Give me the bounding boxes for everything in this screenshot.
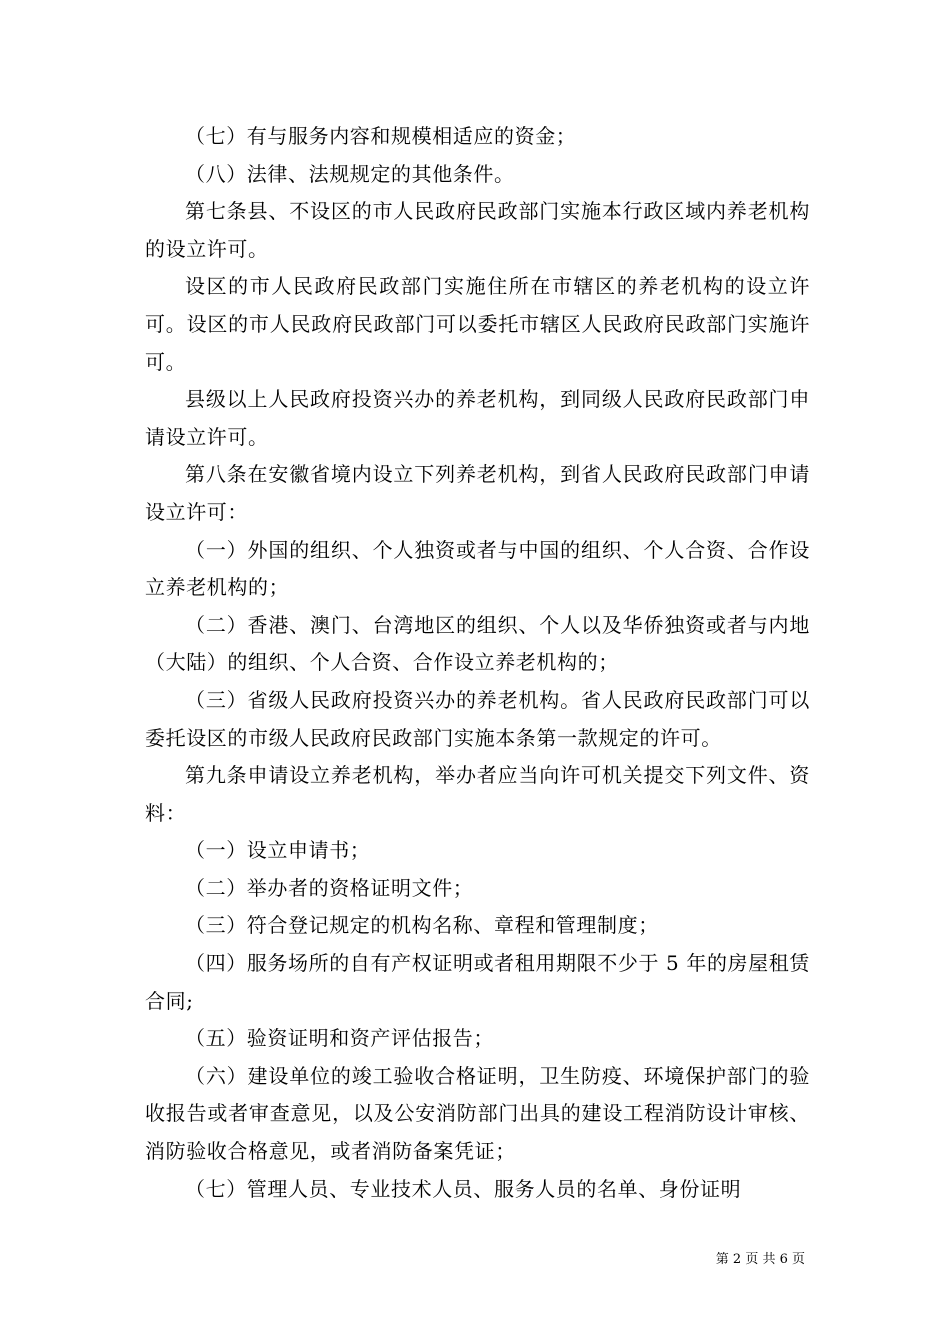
paragraph-1: （七）有与服务内容和规模相适应的资金； [185,124,577,148]
paragraph-8: （二）香港、澳门、台湾地区的组织、个人以及华侨独资或者与内地（大陆）的组织、个人合资、合作设立养老机构的； [145,612,810,675]
document-body [145,118,810,1208]
paragraph-10: 第九条申请设立养老机构，举办者应当向许可机关提交下列文件、资料： [145,763,810,825]
paragraph-16: （六）建设单位的竣工验收合格证明，卫生防疫、环境保护部门的验收报告或者审查意见，以及公安消防部门出具的建设工程消防设计审核、消防验收合格意见，或者消防备案凭证； [145,1063,810,1164]
paragraph-4: 设区的市人民政府民政部门实施住所在市辖区的养老机构的设立许可。设区的市人民政府民政部门可以委托市辖区人民政府民政部门实施许可。 [145,274,810,374]
paragraph-12: （二）举办者的资格证明文件； [185,875,474,900]
paragraph-14: （四）服务场所的自有产权证明或者租用期限不少于 5 年的房屋租赁合同; [145,951,810,1013]
paragraph-7: （一）外国的组织、个人独资或者与中国的组织、个人合资、合作设立养老机构的； [145,537,810,600]
paragraph-2: （八）法律、法规规定的其他条件。 [185,161,515,186]
paragraph-3: 第七条县、不设区的市人民政府民政部门实施本行政区域内养老机构的设立许可。 [145,199,810,261]
page-number-footer: 第 2 页 共 6 页 [715,1252,805,1267]
paragraph-15: （五）验资证明和资产评估报告； [185,1026,494,1051]
paragraph-11: （一）设立申请书； [185,838,371,863]
paragraph-17: （七）管理人员、专业技术人员、服务人员的名单、身份证明 [185,1176,742,1201]
paragraph-13: （三）符合登记规定的机构名称、章程和管理制度； [185,913,659,938]
paragraph-6: 第八条在安徽省境内设立下列养老机构，到省人民政府民政部门申请设立许可： [145,462,810,524]
paragraph-9: （三）省级人民政府投资兴办的养老机构。省人民政府民政部门可以委托设区的市级人民政府民政部门实施本条第一款规定的许可。 [145,687,810,750]
paragraph-5: 县级以上人民政府投资兴办的养老机构，到同级人民政府民政部门申请设立许可。 [145,387,810,449]
